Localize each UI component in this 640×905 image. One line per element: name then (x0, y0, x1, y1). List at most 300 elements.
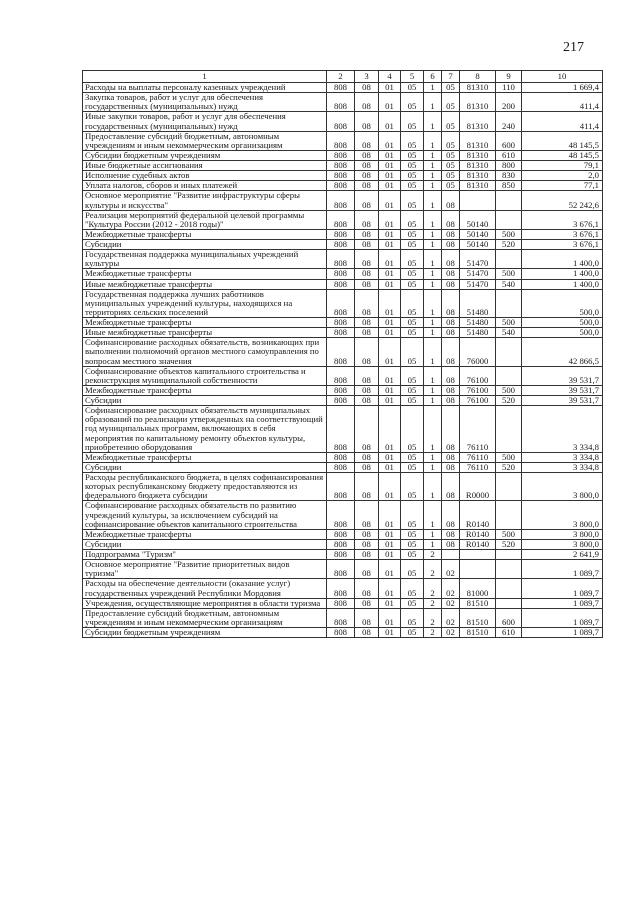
code-cell: 01 (379, 181, 401, 191)
code-cell: 05 (401, 210, 424, 229)
amount-cell: 79,1 (522, 161, 603, 171)
row-name-cell: Основное мероприятие "Развитие инфраструктуры сферы культуры и искусства" (83, 191, 327, 210)
code-cell: 08 (355, 171, 379, 181)
code-cell: 05 (401, 112, 424, 131)
code-cell (460, 560, 496, 579)
table-row (83, 608, 603, 627)
amount-cell: 1 089,7 (522, 628, 603, 638)
code-cell: 05 (401, 161, 424, 171)
code-cell: 01 (379, 191, 401, 210)
code-cell: 81310 (460, 150, 496, 160)
amount-cell: 1 089,7 (522, 608, 603, 627)
code-cell: 01 (379, 318, 401, 328)
code-cell: 01 (379, 269, 401, 279)
code-cell: 05 (442, 150, 460, 160)
amount-cell: 3 800,0 (522, 529, 603, 539)
code-cell: 05 (401, 318, 424, 328)
table-row (83, 328, 603, 338)
code-cell: 08 (355, 452, 379, 462)
row-name-cell: Субсидии (83, 462, 327, 472)
amount-cell: 500,0 (522, 328, 603, 338)
code-cell: 500 (496, 452, 522, 462)
row-name-cell: Межбюджетные трансферты (83, 229, 327, 239)
code-cell: 08 (355, 83, 379, 93)
code-cell: 808 (327, 150, 355, 160)
code-cell: 08 (355, 318, 379, 328)
code-cell: 08 (355, 608, 379, 627)
code-cell (496, 598, 522, 608)
code-cell: 51470 (460, 269, 496, 279)
row-name-cell: Расходы на обеспечение деятельности (оказание услуг) государственных учреждений Республики Мордовия (83, 579, 327, 598)
code-cell (496, 560, 522, 579)
code-cell (496, 366, 522, 385)
code-cell: 01 (379, 539, 401, 549)
code-cell: 05 (401, 150, 424, 160)
code-cell: 02 (442, 579, 460, 598)
code-cell: 05 (401, 452, 424, 462)
code-cell: 540 (496, 328, 522, 338)
code-cell: 240 (496, 112, 522, 131)
code-cell: 1 (424, 366, 442, 385)
code-cell: 05 (401, 171, 424, 181)
code-cell: 08 (355, 210, 379, 229)
code-cell: 05 (401, 560, 424, 579)
header-cell: 9 (496, 71, 522, 83)
amount-cell: 48 145,5 (522, 131, 603, 150)
row-name-cell: Софинансирование объектов капитального строительства и реконструкция муниципальной собственности (83, 366, 327, 385)
table-row (83, 560, 603, 579)
code-cell: 05 (442, 171, 460, 181)
code-cell: 1 (424, 240, 442, 250)
row-name-cell: Межбюджетные трансферты (83, 269, 327, 279)
code-cell: 1 (424, 250, 442, 269)
row-name-cell: Софинансирование расходных обязательств, возникающих при выполнении полномочий органов местного самоуправления по вопросам местного значения (83, 338, 327, 366)
code-cell: 2 (424, 628, 442, 638)
code-cell: 500 (496, 385, 522, 395)
code-cell: 200 (496, 93, 522, 112)
row-name-cell: Расходы на выплаты персоналу казенных учреждений (83, 83, 327, 93)
code-cell: 01 (379, 328, 401, 338)
code-cell: 01 (379, 396, 401, 406)
code-cell: 08 (442, 289, 460, 317)
code-cell: R0140 (460, 529, 496, 539)
code-cell: 05 (401, 93, 424, 112)
code-cell: 08 (355, 473, 379, 501)
code-cell: 01 (379, 452, 401, 462)
header-cell: 7 (442, 71, 460, 83)
code-cell: 08 (355, 598, 379, 608)
code-cell: 08 (442, 366, 460, 385)
code-cell: 05 (401, 501, 424, 529)
row-name-cell: Учреждения, осуществляющие мероприятия в области туризма (83, 598, 327, 608)
table-row (83, 539, 603, 549)
code-cell: 808 (327, 579, 355, 598)
code-cell: 08 (442, 191, 460, 210)
code-cell: 76110 (460, 406, 496, 453)
code-cell: 808 (327, 406, 355, 453)
code-cell: 1 (424, 318, 442, 328)
header-cell: 5 (401, 71, 424, 83)
amount-cell: 1 400,0 (522, 250, 603, 269)
table-row (83, 279, 603, 289)
code-cell: 81310 (460, 83, 496, 93)
amount-cell: 3 676,1 (522, 229, 603, 239)
code-cell (496, 550, 522, 560)
amount-cell: 3 676,1 (522, 240, 603, 250)
code-cell: 81510 (460, 598, 496, 608)
code-cell: 1 (424, 462, 442, 472)
code-cell: 08 (355, 289, 379, 317)
code-cell: 2 (424, 550, 442, 560)
amount-cell: 411,4 (522, 93, 603, 112)
code-cell: 05 (401, 462, 424, 472)
code-cell: 05 (401, 579, 424, 598)
table-row (83, 150, 603, 160)
amount-cell: 3 676,1 (522, 210, 603, 229)
row-name-cell: Субсидии (83, 539, 327, 549)
code-cell: 05 (401, 328, 424, 338)
code-cell: 01 (379, 250, 401, 269)
code-cell: 500 (496, 318, 522, 328)
code-cell: 520 (496, 396, 522, 406)
code-cell: 05 (401, 191, 424, 210)
code-cell (496, 406, 522, 453)
code-cell: 08 (442, 385, 460, 395)
code-cell: 05 (401, 539, 424, 549)
code-cell: 500 (496, 269, 522, 279)
code-cell: 1 (424, 131, 442, 150)
code-cell: 08 (442, 318, 460, 328)
code-cell: 05 (442, 131, 460, 150)
code-cell: 08 (442, 406, 460, 453)
code-cell: 08 (355, 131, 379, 150)
code-cell: 808 (327, 171, 355, 181)
code-cell: 05 (442, 83, 460, 93)
code-cell: 808 (327, 318, 355, 328)
code-cell: 05 (401, 229, 424, 239)
code-cell: 51470 (460, 279, 496, 289)
code-cell: 05 (401, 279, 424, 289)
code-cell: 850 (496, 181, 522, 191)
code-cell: 800 (496, 161, 522, 171)
code-cell: 808 (327, 269, 355, 279)
amount-cell: 1 089,7 (522, 598, 603, 608)
code-cell: 08 (442, 250, 460, 269)
code-cell: 1 (424, 181, 442, 191)
code-cell: 08 (442, 338, 460, 366)
row-name-cell: Закупка товаров, работ и услуг для обеспечения государственных (муниципальных) нужд (83, 93, 327, 112)
row-name-cell: Расходы республиканского бюджета, в целях софинансирования которых республиканскому бюджету предоставляются из федерального бюджета субсидии (83, 473, 327, 501)
code-cell: 08 (355, 406, 379, 453)
code-cell: 600 (496, 131, 522, 150)
code-cell: 05 (401, 396, 424, 406)
code-cell: 1 (424, 210, 442, 229)
code-cell: 05 (401, 240, 424, 250)
amount-cell: 3 800,0 (522, 539, 603, 549)
code-cell: 1 (424, 452, 442, 462)
code-cell: 808 (327, 161, 355, 171)
code-cell: 51480 (460, 318, 496, 328)
code-cell: 02 (442, 628, 460, 638)
table-row (83, 406, 603, 453)
code-cell: 05 (442, 181, 460, 191)
code-cell: 1 (424, 269, 442, 279)
row-name-cell: Межбюджетные трансферты (83, 385, 327, 395)
code-cell: 08 (355, 338, 379, 366)
code-cell: 01 (379, 550, 401, 560)
code-cell: 808 (327, 473, 355, 501)
code-cell: 08 (355, 279, 379, 289)
code-cell: 1 (424, 501, 442, 529)
code-cell: 500 (496, 529, 522, 539)
code-cell: 1 (424, 539, 442, 549)
code-cell (442, 550, 460, 560)
code-cell: 1 (424, 406, 442, 453)
code-cell: 05 (401, 250, 424, 269)
code-cell: 01 (379, 131, 401, 150)
code-cell: 50140 (460, 210, 496, 229)
code-cell: 08 (442, 396, 460, 406)
code-cell: 08 (442, 328, 460, 338)
amount-cell: 1 400,0 (522, 279, 603, 289)
code-cell: 05 (401, 473, 424, 501)
code-cell: 01 (379, 628, 401, 638)
code-cell: 51480 (460, 289, 496, 317)
table-row (83, 385, 603, 395)
amount-cell: 39 531,7 (522, 366, 603, 385)
code-cell: 808 (327, 338, 355, 366)
code-cell: 08 (355, 191, 379, 210)
code-cell: 808 (327, 93, 355, 112)
table-row (83, 366, 603, 385)
code-cell: 05 (401, 608, 424, 627)
code-cell: 81310 (460, 161, 496, 171)
table-row (83, 83, 603, 93)
code-cell: 830 (496, 171, 522, 181)
code-cell: 05 (401, 406, 424, 453)
row-name-cell: Государственная поддержка лучших работников муниципальных учреждений культуры, находящихся на территориях сельских поселений (83, 289, 327, 317)
code-cell: 02 (442, 560, 460, 579)
code-cell: 08 (442, 452, 460, 462)
row-name-cell: Межбюджетные трансферты (83, 529, 327, 539)
code-cell: 51470 (460, 250, 496, 269)
code-cell: 808 (327, 396, 355, 406)
code-cell: 01 (379, 279, 401, 289)
code-cell: 1 (424, 473, 442, 501)
code-cell: 08 (355, 366, 379, 385)
code-cell: 08 (355, 93, 379, 112)
row-name-cell: Иные закупки товаров, работ и услуг для обеспечения государственных (муниципальных) нужд (83, 112, 327, 131)
code-cell: 01 (379, 598, 401, 608)
code-cell: 05 (401, 366, 424, 385)
code-cell: 1 (424, 338, 442, 366)
code-cell: 08 (355, 269, 379, 279)
header-cell: 4 (379, 71, 401, 83)
code-cell: 01 (379, 579, 401, 598)
code-cell (496, 289, 522, 317)
row-name-cell: Реализация мероприятий федеральной целевой программы "Культура России (2012 - 2018 годы)" (83, 210, 327, 229)
code-cell: 76100 (460, 366, 496, 385)
code-cell: 08 (355, 112, 379, 131)
table-row (83, 131, 603, 150)
code-cell: 08 (355, 501, 379, 529)
row-name-cell: Субсидии бюджетным учреждениям (83, 150, 327, 160)
code-cell: 808 (327, 560, 355, 579)
code-cell: 808 (327, 598, 355, 608)
code-cell (496, 501, 522, 529)
row-name-cell: Субсидии (83, 396, 327, 406)
code-cell: 01 (379, 560, 401, 579)
code-cell: 08 (355, 229, 379, 239)
code-cell: 808 (327, 328, 355, 338)
code-cell: 808 (327, 181, 355, 191)
code-cell: 01 (379, 112, 401, 131)
code-cell: 08 (442, 279, 460, 289)
row-name-cell: Межбюджетные трансферты (83, 318, 327, 328)
code-cell: 08 (355, 240, 379, 250)
code-cell: 08 (355, 161, 379, 171)
table-row (83, 289, 603, 317)
table-header-row (83, 71, 603, 83)
amount-cell: 3 334,8 (522, 462, 603, 472)
code-cell: 808 (327, 240, 355, 250)
row-name-cell: Софинансирование расходных обязательств муниципальных образований по реализации утвержденных на соответствующий год муниципальных программ, включающих в себя мероприятия по капитальному ремонту объектов культуры, приобретению оборудования (83, 406, 327, 453)
code-cell: 1 (424, 150, 442, 160)
code-cell: 1 (424, 229, 442, 239)
header-cell: 2 (327, 71, 355, 83)
table-row (83, 501, 603, 529)
amount-cell: 1 089,7 (522, 579, 603, 598)
code-cell: 1 (424, 93, 442, 112)
amount-cell: 500,0 (522, 318, 603, 328)
code-cell: 01 (379, 289, 401, 317)
code-cell: 808 (327, 550, 355, 560)
code-cell: 81310 (460, 171, 496, 181)
code-cell: 08 (442, 229, 460, 239)
table-row (83, 210, 603, 229)
code-cell: 81310 (460, 131, 496, 150)
code-cell: 76000 (460, 338, 496, 366)
table-row (83, 462, 603, 472)
code-cell: 08 (355, 628, 379, 638)
amount-cell: 1 669,4 (522, 83, 603, 93)
row-name-cell: Иные межбюджетные трансферты (83, 279, 327, 289)
code-cell: 81310 (460, 93, 496, 112)
code-cell: 81510 (460, 608, 496, 627)
code-cell: 81510 (460, 628, 496, 638)
code-cell: 76100 (460, 396, 496, 406)
code-cell: 01 (379, 473, 401, 501)
code-cell: 540 (496, 279, 522, 289)
code-cell: 05 (401, 385, 424, 395)
amount-cell: 52 242,6 (522, 191, 603, 210)
code-cell: 08 (442, 529, 460, 539)
amount-cell: 77,1 (522, 181, 603, 191)
code-cell: 08 (442, 501, 460, 529)
code-cell: 08 (355, 579, 379, 598)
code-cell: 01 (379, 93, 401, 112)
code-cell: 1 (424, 112, 442, 131)
code-cell (496, 250, 522, 269)
code-cell: 05 (401, 181, 424, 191)
row-name-cell: Предоставление субсидий бюджетным, автономным учреждениям и иным некоммерческим организациям (83, 131, 327, 150)
row-name-cell: Софинансирование расходных обязательств по развитию учреждений культуры, за исключением субсидий на софинансирование объектов капитального строительства (83, 501, 327, 529)
row-name-cell: Субсидии (83, 240, 327, 250)
code-cell: 08 (442, 539, 460, 549)
amount-cell: 500,0 (522, 289, 603, 317)
code-cell: 1 (424, 191, 442, 210)
table-row (83, 579, 603, 598)
code-cell: 600 (496, 608, 522, 627)
code-cell: 08 (355, 529, 379, 539)
code-cell: 1 (424, 529, 442, 539)
code-cell: 01 (379, 171, 401, 181)
code-cell: 1 (424, 396, 442, 406)
code-cell: 08 (355, 181, 379, 191)
row-name-cell: Субсидии бюджетным учреждениям (83, 628, 327, 638)
code-cell (496, 579, 522, 598)
amount-cell: 411,4 (522, 112, 603, 131)
table-row (83, 269, 603, 279)
amount-cell: 3 334,8 (522, 452, 603, 462)
code-cell: 01 (379, 210, 401, 229)
code-cell: 1 (424, 385, 442, 395)
code-cell: 08 (355, 539, 379, 549)
row-name-cell: Иные межбюджетные трансферты (83, 328, 327, 338)
code-cell: 808 (327, 539, 355, 549)
code-cell: 81310 (460, 112, 496, 131)
code-cell: 50140 (460, 240, 496, 250)
code-cell: 01 (379, 240, 401, 250)
amount-cell: 39 531,7 (522, 385, 603, 395)
code-cell: 1 (424, 171, 442, 181)
code-cell (496, 191, 522, 210)
table-row (83, 473, 603, 501)
table-row (83, 240, 603, 250)
code-cell: 08 (442, 269, 460, 279)
header-cell: 3 (355, 71, 379, 83)
code-cell: 808 (327, 112, 355, 131)
header-cell: 1 (83, 71, 327, 83)
code-cell (496, 210, 522, 229)
row-name-cell: Подпрограмма "Туризм" (83, 550, 327, 560)
code-cell: 01 (379, 501, 401, 529)
row-name-cell: Уплата налогов, сборов и иных платежей (83, 181, 327, 191)
code-cell: 08 (442, 240, 460, 250)
row-name-cell: Исполнение судебных актов (83, 171, 327, 181)
code-cell: 81000 (460, 579, 496, 598)
amount-cell: 42 866,5 (522, 338, 603, 366)
code-cell: 01 (379, 229, 401, 239)
amount-cell: 2,0 (522, 171, 603, 181)
code-cell: 01 (379, 406, 401, 453)
code-cell: 08 (355, 550, 379, 560)
table-row (83, 338, 603, 366)
code-cell: 08 (355, 462, 379, 472)
code-cell: 520 (496, 462, 522, 472)
code-cell: 05 (401, 83, 424, 93)
code-cell: 808 (327, 501, 355, 529)
code-cell: 50140 (460, 229, 496, 239)
code-cell: 08 (355, 250, 379, 269)
code-cell: 808 (327, 210, 355, 229)
code-cell: 808 (327, 289, 355, 317)
table-row (83, 250, 603, 269)
code-cell: 02 (442, 598, 460, 608)
amount-cell: 1 400,0 (522, 269, 603, 279)
code-cell: 05 (401, 598, 424, 608)
code-cell: 808 (327, 250, 355, 269)
